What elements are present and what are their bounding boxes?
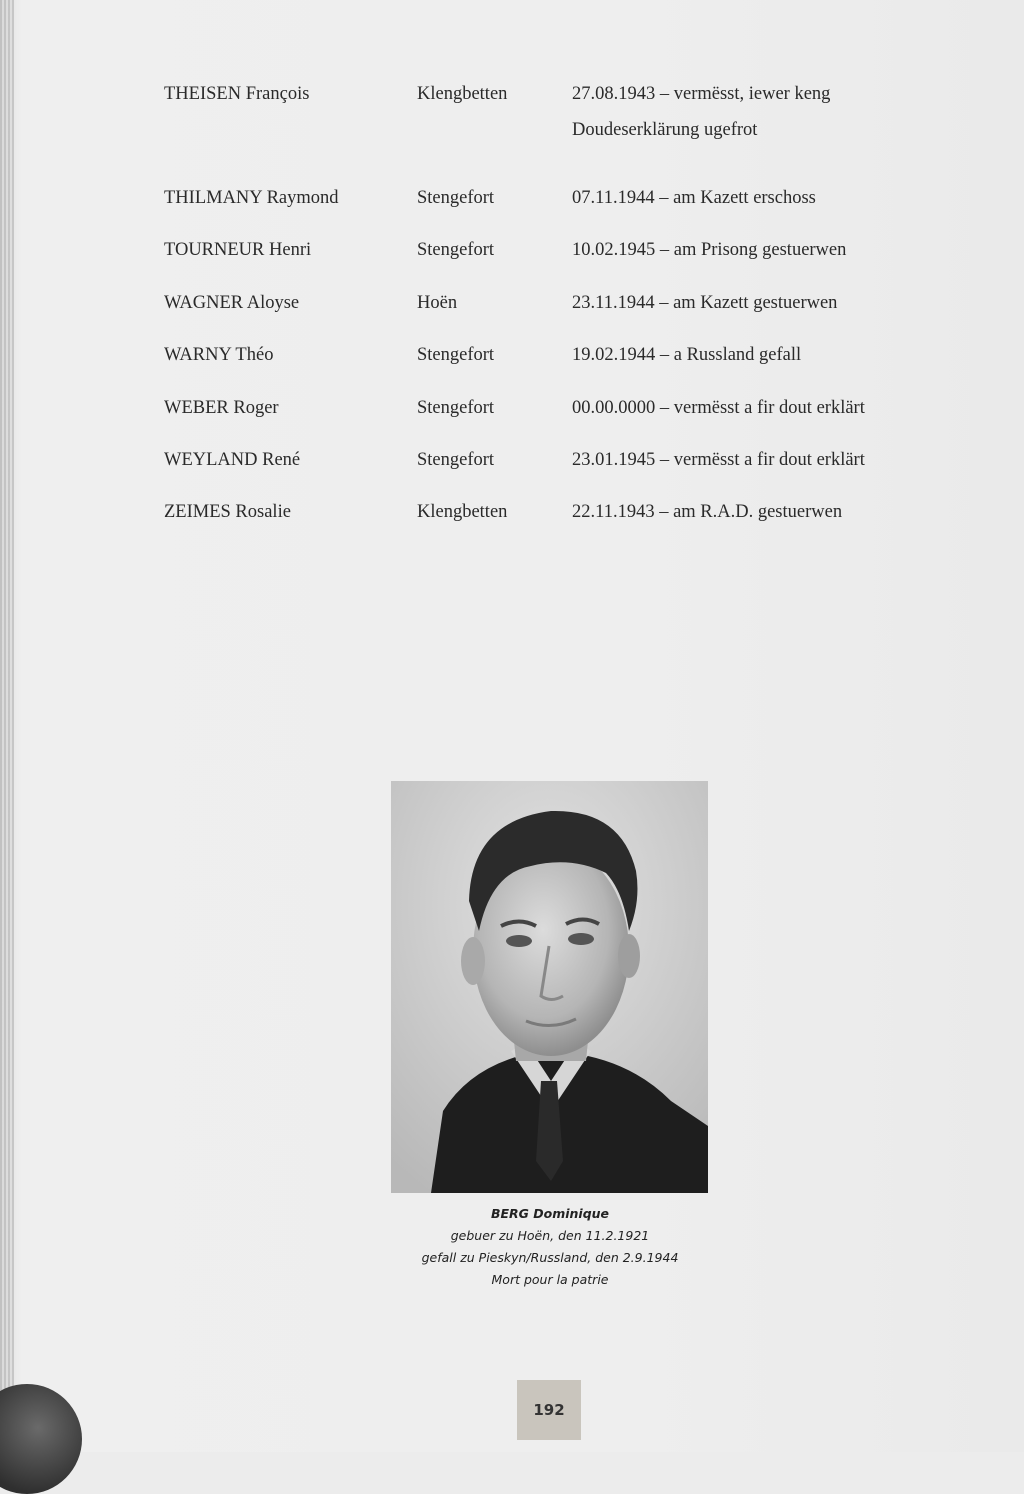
portrait-memorial: Mort pour la patrie	[491, 1272, 609, 1287]
home-village: Stengefort	[417, 188, 495, 208]
person-name: TOURNEUR Henri	[164, 240, 312, 261]
person-name: THEISEN François	[164, 84, 310, 104]
home-village: Stengefort	[417, 240, 495, 261]
portrait-name: BERG Dominique	[490, 1206, 610, 1221]
book-spine	[0, 0, 14, 1452]
portrait-death: gefall zu Pieskyn/Russland, den 2.9.1944	[421, 1250, 679, 1265]
fate-note: 23.11.1944 – am Kazett gestuerwen	[572, 292, 838, 313]
fate-note: 10.02.1945 – am Prisong gestuerwen	[572, 240, 847, 261]
person-name: WARNY Théo	[164, 345, 274, 366]
fate-note: 27.08.1943 – vermësst, iewer keng Doudeserklärung ugefrot	[572, 84, 831, 140]
person-name: WEYLAND René	[164, 449, 301, 470]
home-village: Hoën	[417, 292, 458, 313]
table-row	[164, 333, 964, 385]
portrait-illustration	[391, 781, 708, 1193]
table-row	[164, 281, 964, 333]
fate-note: 19.02.1944 – a Russland gefall	[572, 345, 802, 366]
table-row	[164, 438, 964, 490]
table-row	[164, 490, 964, 542]
person-name: ZEIMES Rosalie	[164, 502, 291, 523]
table-row	[164, 228, 964, 280]
thumb-shadow	[0, 1384, 82, 1494]
person-name: THILMANY Raymond	[164, 188, 339, 208]
home-village: Klengbetten	[417, 502, 508, 523]
home-village: Stengefort	[417, 345, 495, 366]
portrait-birth: gebuer zu Hoën, den 11.2.1921	[450, 1228, 650, 1243]
page-number: 192	[517, 1380, 581, 1440]
person-name: WEBER Roger	[164, 397, 279, 418]
table-row	[164, 176, 964, 228]
home-village: Stengefort	[417, 449, 495, 470]
fate-note: 22.11.1943 – am R.A.D. gestuerwen	[572, 502, 843, 523]
table-row	[164, 386, 964, 438]
table-row	[164, 72, 964, 176]
portrait-caption	[380, 1203, 720, 1291]
person-name: WAGNER Aloyse	[164, 292, 300, 313]
roster-table	[164, 72, 964, 543]
portrait-photo	[391, 781, 708, 1193]
home-village: Klengbetten	[417, 84, 508, 104]
fate-note: 00.00.0000 – vermësst a fir dout erklärt	[572, 397, 865, 418]
fate-note: 23.01.1945 – vermësst a fir dout erklärt	[572, 449, 865, 470]
fate-note: 07.11.1944 – am Kazett erschoss	[572, 188, 816, 208]
home-village: Stengefort	[417, 397, 495, 418]
